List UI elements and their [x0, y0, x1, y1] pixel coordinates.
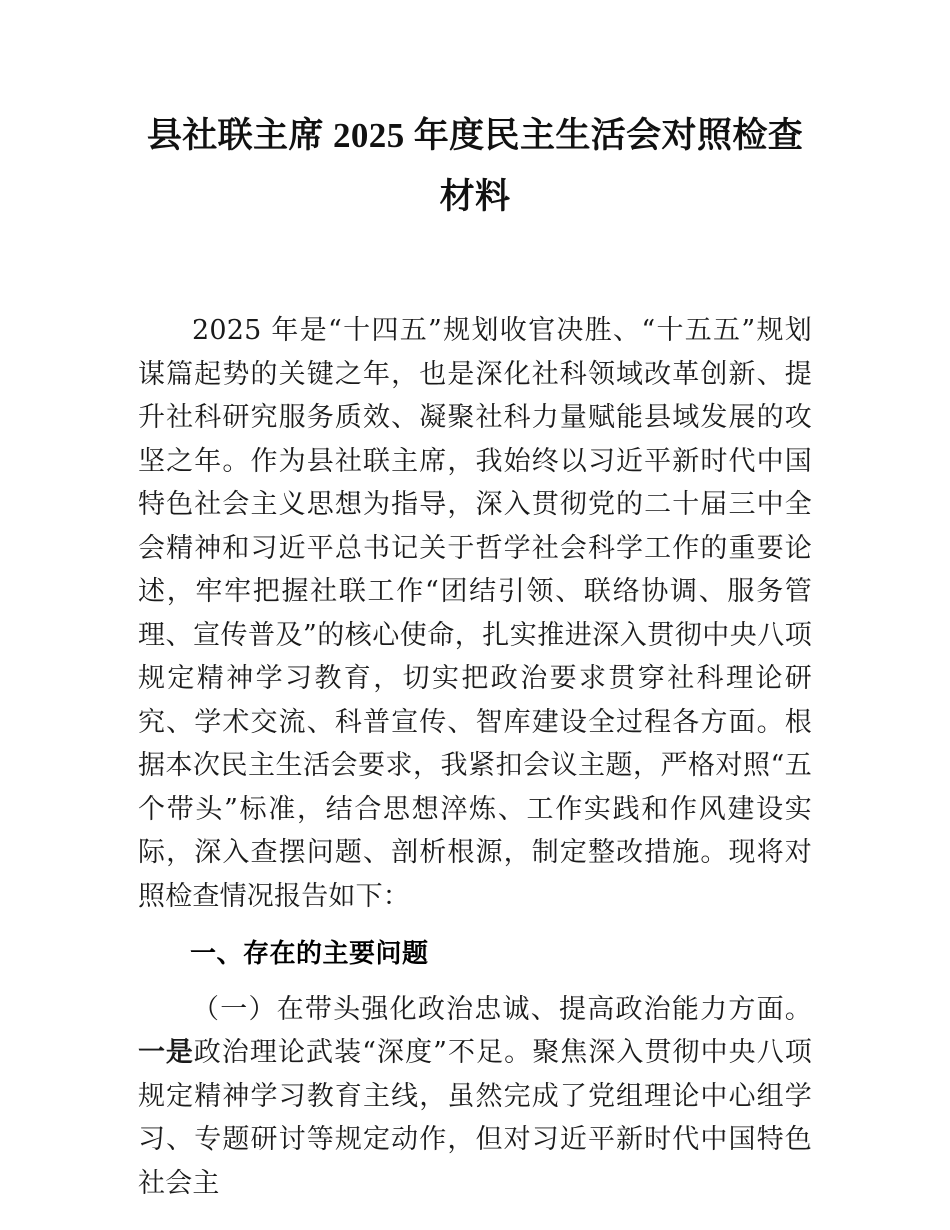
paragraph-2-rest: 政治理论武装“深度”不足。聚焦深入贯彻中央八项规定精神学习教育主线，虽然完成了党组理论中心组学习、专题研讨等规定动作，但对习近平新时代中国特色社会主: [138, 1037, 812, 1199]
page-title: 县社联主席 2025 年度民主生活会对照检查材料: [146, 116, 804, 216]
document-content: [138, 0, 812, 1205]
body-paragraph-1: 2025 年是“十四五”规划收官决胜、“十五五”规划谋篇起势的关键之年，也是深化社科领域改革创新、提升社科研究服务质效、凝聚社科力量赋能县域发展的攻坚之年。作为县社联主席，我始终以习近平新时代中国特色社会主义思想为指导，深入贯彻党的二十届三中全会精神和习近平总书记关于哲学社会科学工作的重要论述，牢牢把握社联工作“团结引领、联络协调、服务管理、宣传普及”的核心使命，扎实推进深入贯彻中央八项规定精神学习教育，切实把政治要求贯穿社科理论研究、学术交流、科普宣传、智库建设全过程各方面。根据本次民主生活会要求，我紧扣会议主题，严格对照“五个带头”标准，结合思想淬炼、工作实践和作风建设实际，深入查摆问题、剖析根源，制定整改措施。现将对照检查情况报告如下：: [138, 315, 812, 912]
paragraph-2-emphasis: 一是: [138, 1037, 194, 1067]
section-heading-main-problems: 一、存在的主要问题: [190, 938, 429, 968]
body-paragraph-2: [138, 988, 812, 1206]
paragraph-2-lead: （一）在带头强化政治忠诚、提高政治能力方面。: [192, 993, 812, 1025]
